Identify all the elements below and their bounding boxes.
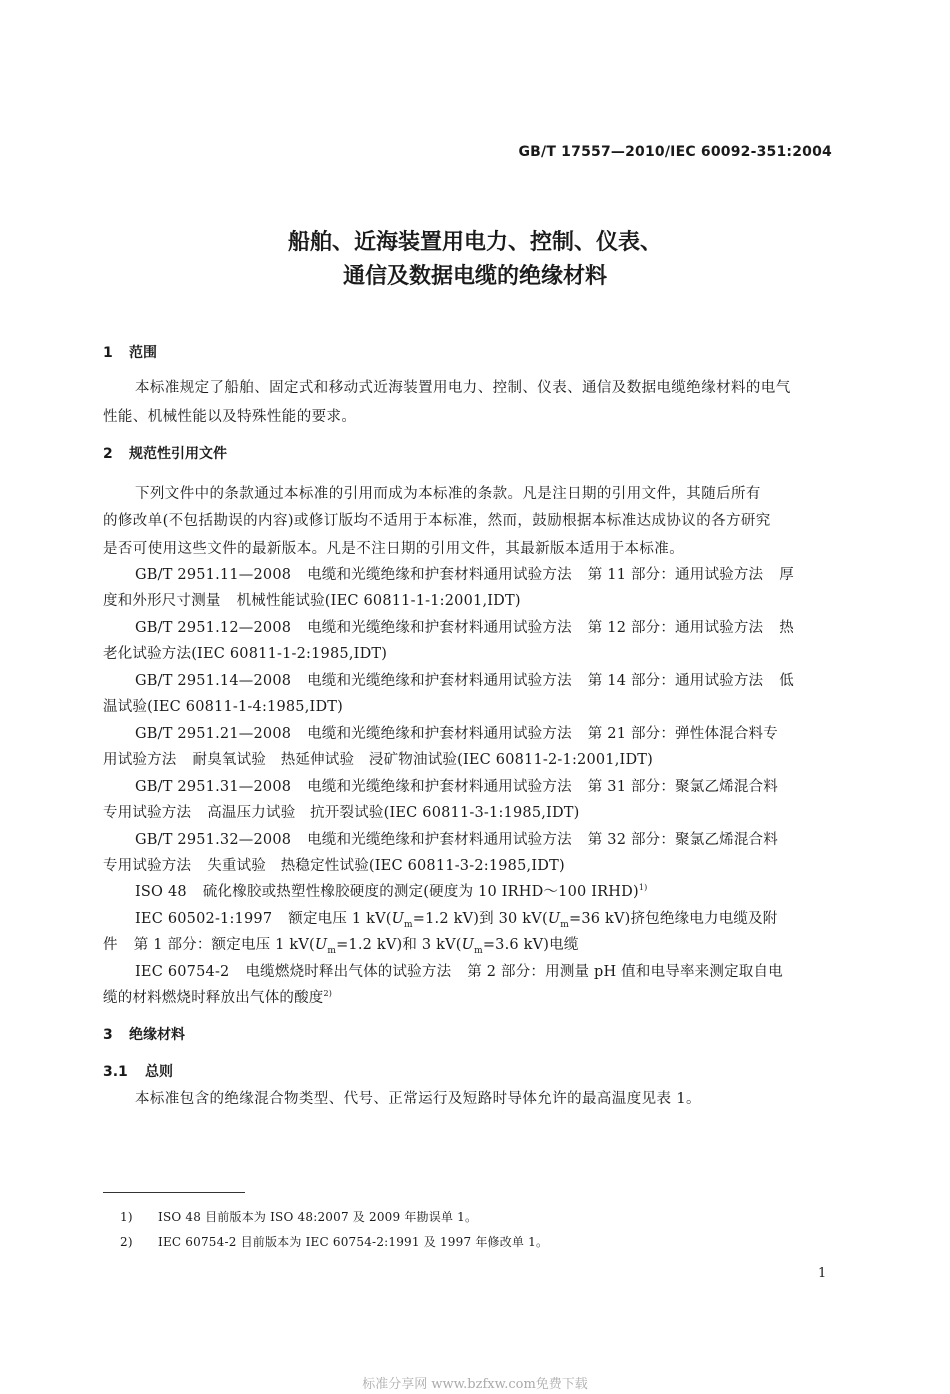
section-3-1-para: 本标准包含的绝缘混合物类型、代号、正常运行及短路时导体允许的最高温度见表 1。 (135, 1091, 701, 1107)
reference-item-line-1: GB/T 2951.32—2008 电缆和光缆绝缘和护套材料通用试验方法 第 32 部分：聚氯乙烯混合料 (135, 832, 778, 848)
reference-iec-60754-line-2: 缆的材料燃烧时释放出气体的酸度$^{2)}$ (103, 989, 333, 1006)
reference-item-line-2: 专用试验方法 失重试验 热稳定性试验(IEC 60811-3-2:1985,IDT) (103, 858, 565, 874)
section-3-1-heading: 3.1 总则 (103, 1064, 173, 1080)
section-1-para-line-1: 本标准规定了船舶、固定式和移动式近海装置用电力、控制、仪表、通信及数据电缆绝缘材料的电气 (135, 380, 791, 396)
reference-item-line-2: 温试验(IEC 60811-1-4:1985,IDT) (103, 699, 344, 715)
footnote-mark: 1) (638, 883, 648, 893)
reference-item-line-2: 专用试验方法 高温压力试验 抗开裂试验(IEC 60811-3-1:1985,IDT) (103, 805, 580, 821)
footnote-1: 1) ISO 48 目前版本为 ISO 48:2007 及 2009 年勘误单 1。 (120, 1210, 478, 1224)
footnote-divider (103, 1192, 245, 1193)
standard-code-header: GB/T 17557—2010/IEC 60092-351:2004 (518, 144, 832, 160)
section-1-para-line-2: 性能、机械性能以及特殊性能的要求。 (103, 409, 357, 425)
reference-item-line-2: 度和外形尺寸测量 机械性能试验(IEC 60811-1-1:2001,IDT) (103, 593, 521, 609)
reference-item-line-1: GB/T 2951.14—2008 电缆和光缆绝缘和护套材料通用试验方法 第 14 部分：通用试验方法 低 (135, 673, 794, 689)
footnote-2: 2) IEC 60754-2 目前版本为 IEC 60754-2:1991 及 1997 年修改单 1。 (120, 1235, 549, 1249)
reference-iec-60502-line-2: 件 第 1 部分：额定电压 1 $kV(U_m=1.2$ kV)和 3 $kV(U_m=3.6$ kV)电缆 (103, 937, 579, 956)
document-title (0, 226, 950, 294)
reference-item-line-1: GB/T 2951.12—2008 电缆和光缆绝缘和护套材料通用试验方法 第 12 部分：通用试验方法 热 (135, 620, 794, 636)
section-3-heading: 3 绝缘材料 (103, 1027, 185, 1043)
reference-iso-48: ISO 48 硫化橡胶或热塑性橡胶硬度的测定(硬度为 10 IRHD～100 IRHD)$^{1)}$ (135, 883, 648, 900)
title-line-1: 船舶、近海装置用电力、控制、仪表、 (287, 230, 662, 255)
section-2-intro-line-3: 是否可使用这些文件的最新版本。凡是不注日期的引用文件，其最新版本适用于本标准。 (103, 541, 685, 557)
reference-item-line-2: 用试验方法 耐臭氧试验 热延伸试验 浸矿物油试验(IEC 60811-2-1:2001,IDT) (103, 752, 654, 768)
reference-item-line-2: 老化试验方法(IEC 60811-1-2:1985,IDT) (103, 646, 388, 662)
section-2-heading: 2 规范性引用文件 (103, 446, 227, 462)
reference-item-line-1: GB/T 2951.21—2008 电缆和光缆绝缘和护套材料通用试验方法 第 21 部分：弹性体混合料专 (135, 726, 778, 742)
section-2-intro-line-1: 下列文件中的条款通过本标准的引用而成为本标准的条款。凡是注日期的引用文件，其随后所有 (135, 486, 761, 502)
reference-item-line-1: GB/T 2951.11—2008 电缆和光缆绝缘和护套材料通用试验方法 第 11 部分：通用试验方法 厚 (135, 567, 794, 583)
page-number: 1 (818, 1266, 827, 1281)
watermark-text: 标准分享网 www.bzfxw.com免费下载 (362, 1377, 588, 1392)
reference-iec-60502-line-1: IEC 60502-1:1997 额定电压 1 $kV(U_m=1.2$ kV)到 30 $kV(U_m=36$ kV)挤包绝缘电力电缆及附 (135, 911, 778, 930)
footnote-mark: 2) (323, 989, 333, 999)
title-line-2: 通信及数据电缆的绝缘材料 (342, 264, 607, 289)
section-2-intro-line-2: 的修改单(不包括勘误的内容)或修订版均不适用于本标准，然而，鼓励根据本标准达成协议的各方研究 (103, 513, 771, 529)
section-1-heading: 1 范围 (103, 345, 157, 361)
reference-item-line-1: GB/T 2951.31—2008 电缆和光缆绝缘和护套材料通用试验方法 第 31 部分：聚氯乙烯混合料 (135, 779, 778, 795)
reference-iec-60754-line-1: IEC 60754-2 电缆燃烧时释出气体的试验方法 第 2 部分：用测量 pH 值和电导率来测定取自电 (135, 964, 783, 980)
